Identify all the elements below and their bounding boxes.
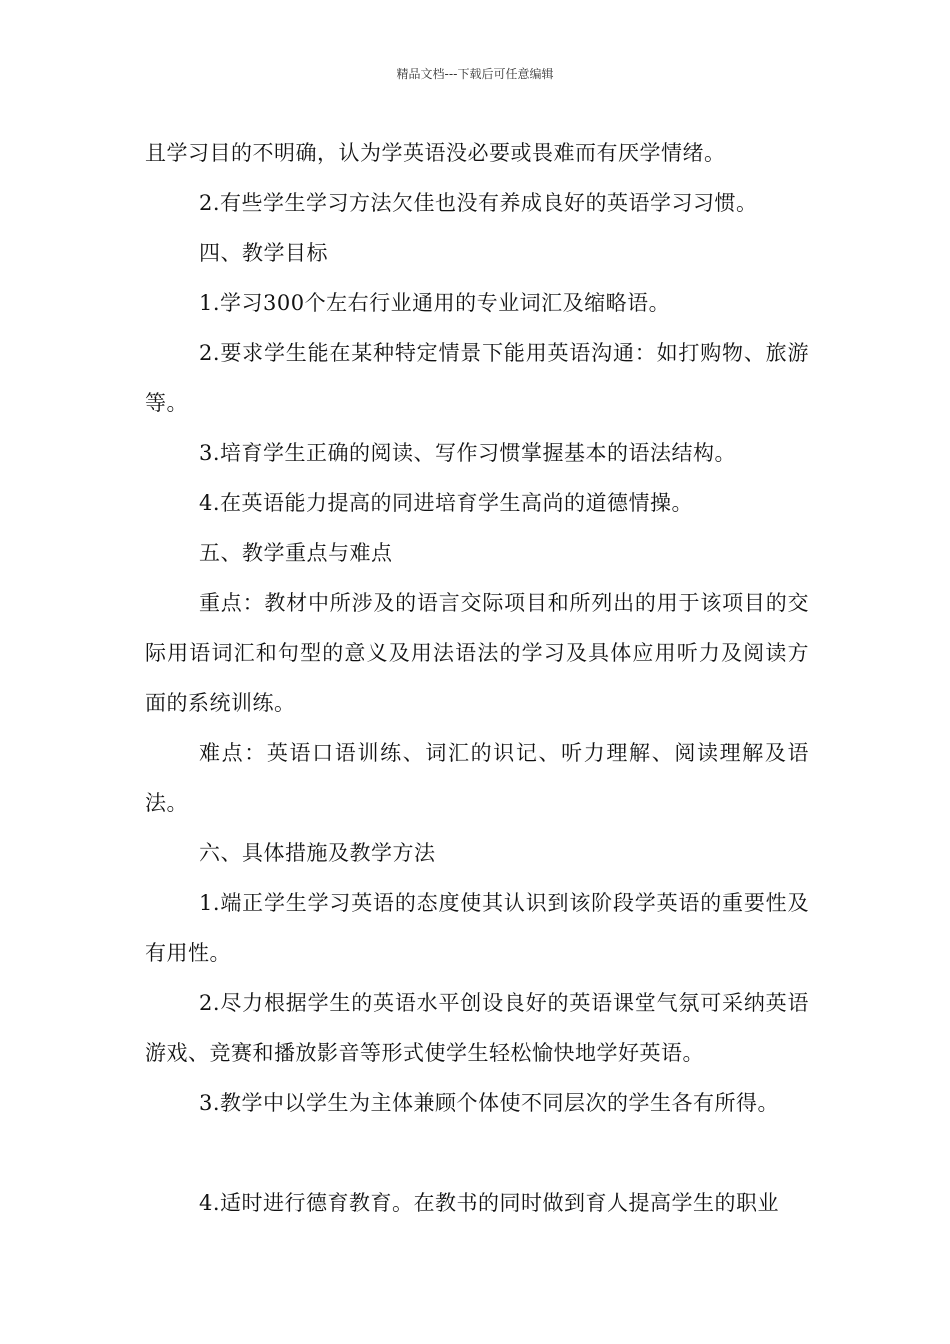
list-item-measure-3: 3.教学中以学生为主体兼顾个体使不同层次的学生各有所得。 xyxy=(199,1091,780,1115)
section-heading-teaching-goals: 四、教学目标 xyxy=(199,241,328,265)
list-item-measure-4: 4.适时进行德育教育。在教书的同时做到育人提高学生的职业 xyxy=(199,1191,780,1215)
paragraph-difficulties: 难点：英语口语训练、词汇的识记、听力理解、阅读理解及语法。 xyxy=(145,741,809,815)
list-item-goal-4: 4.在英语能力提高的同进培育学生高尚的道德情操。 xyxy=(199,491,694,515)
blank-line xyxy=(145,1128,809,1178)
section-heading-key-points: 五、教学重点与难点 xyxy=(199,541,393,565)
list-item-measure-2: 2.尽力根据学生的英语水平创设良好的英语课堂气氛可采纳英语游戏、竞赛和播放影音等形式使学生轻松愉快地学好英语。 xyxy=(145,991,809,1065)
paragraph-key-points: 重点：教材中所涉及的语言交际项目和所列出的用于该项目的交际用语词汇和句型的意义及用法语法的学习及具体应用听力及阅读方面的系统训练。 xyxy=(145,591,809,715)
list-item-goal-1: 1.学习300个左右行业通用的专业词汇及缩略语。 xyxy=(199,291,671,315)
list-item-goal-2: 2.要求学生能在某种特定情景下能用英语沟通：如打购物、旅游等。 xyxy=(145,341,809,415)
section-heading-measures: 六、具体措施及教学方法 xyxy=(199,841,436,865)
list-item-measure-1: 1.端正学生学习英语的态度使其认识到该阶段学英语的重要性及有用性。 xyxy=(145,891,809,965)
document-body xyxy=(145,128,809,1228)
paragraph-continuation: 且学习目的不明确，认为学英语没必要或畏难而有厌学情绪。 xyxy=(145,141,726,165)
page-header: 精品文档---下载后可任意编辑 xyxy=(396,67,554,81)
list-item-goal-3: 3.培育学生正确的阅读、写作习惯掌握基本的语法结构。 xyxy=(199,441,737,465)
list-item-learning-habits: 2.有些学生学习方法欠佳也没有养成良好的英语学习习惯。 xyxy=(199,191,758,215)
